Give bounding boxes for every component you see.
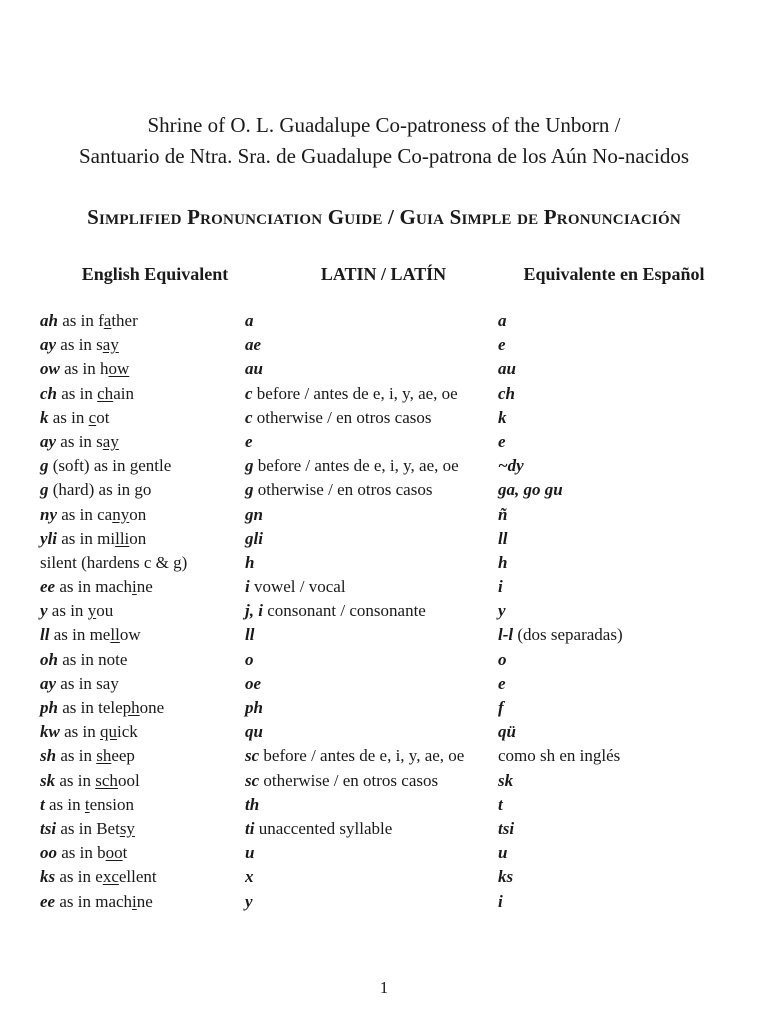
latin-cell <box>245 793 522 817</box>
english-text-segment: sh <box>40 746 57 766</box>
english-text-segment: as in note <box>57 649 128 669</box>
english-cell <box>40 575 270 599</box>
english-text-segment: oo <box>105 843 123 863</box>
english-text-segment: as in s <box>56 335 103 355</box>
english-text-segment: i <box>132 891 137 911</box>
english-cell <box>40 720 270 744</box>
spanish-text-segment: ~dy <box>498 456 524 476</box>
latin-cell <box>245 648 522 672</box>
spanish-text-segment: a <box>498 311 507 330</box>
latin-cell <box>245 309 522 333</box>
english-text-segment: sk <box>40 770 56 790</box>
english-text-segment: xc <box>102 867 119 887</box>
spanish-cell <box>498 623 730 647</box>
latin-cell <box>245 623 522 647</box>
english-column <box>40 309 270 914</box>
latin-text-segment: e <box>245 431 253 451</box>
spanish-text-segment: au <box>498 359 516 379</box>
spanish-text-segment: l-l <box>498 625 514 645</box>
spanish-cell <box>498 406 730 430</box>
spanish-cell <box>498 890 730 914</box>
english-text-segment: as in b <box>57 843 106 863</box>
english-text-segment: (hard) as in go <box>48 480 152 500</box>
spanish-text-segment: u <box>498 843 508 863</box>
latin-text-segment: o <box>245 649 254 669</box>
english-cell <box>40 623 270 647</box>
english-text-segment: y <box>87 601 97 621</box>
spanish-cell <box>498 672 730 696</box>
english-cell <box>40 503 270 527</box>
english-text-segment: g <box>40 456 49 476</box>
english-text-segment: ll <box>110 625 120 645</box>
english-text-segment: as in <box>55 770 96 790</box>
english-text-segment: on <box>129 504 147 524</box>
english-text-segment: a <box>103 311 112 330</box>
latin-text-segment: oe <box>245 673 262 693</box>
spanish-cell <box>498 793 730 817</box>
spanish-cell <box>498 648 730 672</box>
english-text-segment: as in <box>57 383 98 403</box>
english-text-segment: ellent <box>118 867 157 887</box>
english-cell <box>40 430 270 454</box>
english-text-segment: sch <box>95 770 118 790</box>
latin-text-segment: vowel / vocal <box>249 577 346 597</box>
english-text-segment: kw <box>40 722 60 742</box>
latin-text-segment: otherwise / en otros casos <box>259 770 439 790</box>
english-text-segment: sh <box>96 746 112 766</box>
spanish-text-segment: h <box>498 552 508 572</box>
spanish-cell <box>498 599 730 623</box>
latin-cell <box>245 841 522 865</box>
english-cell <box>40 357 270 381</box>
latin-text-segment: ph <box>245 698 263 717</box>
english-text-segment: t <box>40 794 45 814</box>
english-text-segment: ou <box>96 601 114 621</box>
english-text-segment: yli <box>40 528 57 548</box>
latin-text-segment: sc <box>245 770 260 790</box>
latin-text-segment: unaccented syllable <box>254 818 393 838</box>
spanish-text-segment: f <box>498 698 504 717</box>
english-text-segment: y <box>40 601 48 621</box>
english-text-segment: as in me <box>49 625 111 645</box>
document-header <box>0 110 768 172</box>
spanish-text-segment: e <box>498 431 506 451</box>
english-text-segment: ther <box>111 311 138 330</box>
latin-cell <box>245 575 522 599</box>
latin-text-segment: ti <box>245 818 255 838</box>
spanish-text-segment: (dos separadas) <box>513 625 623 645</box>
spanish-cell <box>498 382 730 406</box>
spanish-text-segment: ll <box>498 528 508 548</box>
spanish-cell <box>498 817 730 841</box>
english-text-segment: as in e <box>55 867 103 887</box>
spanish-cell <box>498 769 730 793</box>
english-text-segment: as in mach <box>55 577 133 597</box>
latin-text-segment: i <box>245 577 250 597</box>
spanish-cell <box>498 309 730 333</box>
spanish-text-segment: ñ <box>498 504 508 524</box>
spanish-cell <box>498 744 730 768</box>
spanish-text-segment: ga, go gu <box>498 480 563 500</box>
english-text-segment: ll <box>40 625 50 645</box>
english-cell <box>40 817 270 841</box>
english-text-segment: ne <box>136 891 153 911</box>
latin-text-segment: x <box>245 867 254 887</box>
spanish-cell <box>498 527 730 551</box>
latin-text-segment: consonant / consonante <box>262 601 426 621</box>
latin-cell <box>245 406 522 430</box>
latin-cell <box>245 720 522 744</box>
english-text-segment: ain <box>113 383 134 403</box>
latin-cell <box>245 357 522 381</box>
english-text-segment: tsi <box>40 818 57 838</box>
latin-cell <box>245 890 522 914</box>
english-text-segment: ay <box>102 431 119 451</box>
english-text-segment: ch <box>97 383 114 403</box>
spanish-text-segment: como sh en inglés <box>498 746 621 766</box>
english-cell <box>40 672 270 696</box>
spanish-cell <box>498 696 730 720</box>
spanish-cell <box>498 575 730 599</box>
spanish-text-segment: t <box>498 794 503 814</box>
spanish-text-segment: ch <box>498 383 515 403</box>
header-line-spanish: Santuario de Ntra. Sra. de Guadalupe Co-patrona de los Aún No-nacidos <box>78 144 689 168</box>
english-cell <box>40 382 270 406</box>
english-text-segment: k <box>40 407 49 427</box>
spanish-cell <box>498 478 730 502</box>
english-text-segment: on <box>129 528 147 548</box>
latin-text-segment: c <box>245 383 253 403</box>
guide-title: Simplified Pronunciation Guide / Guia Simple de Pronunciación <box>87 205 681 229</box>
english-text-segment: eep <box>111 746 135 766</box>
spanish-text-segment: e <box>498 335 506 355</box>
latin-text-segment: u <box>245 843 255 863</box>
english-text-segment: as in ca <box>57 504 113 524</box>
latin-column <box>245 309 522 914</box>
latin-text-segment: g <box>245 456 254 476</box>
latin-text-segment: otherwise / en otros casos <box>252 407 432 427</box>
spanish-text-segment: i <box>498 577 503 597</box>
spanish-text-segment: sk <box>498 770 514 790</box>
english-text-segment: g <box>40 480 49 500</box>
english-cell <box>40 406 270 430</box>
latin-cell <box>245 430 522 454</box>
latin-text-segment: before / antes de e, i, y, ae, oe <box>253 456 459 476</box>
page-number: 1 <box>379 978 389 997</box>
latin-text-segment: ae <box>245 335 262 355</box>
english-text-segment: oo <box>40 843 57 863</box>
english-cell <box>40 841 270 865</box>
english-cell <box>40 599 270 623</box>
spanish-column <box>498 309 730 914</box>
column-header-latin: LATIN / LATÍN <box>320 264 447 284</box>
latin-text-segment: before / antes de e, i, y, ae, oe <box>259 746 465 766</box>
english-text-segment: ch <box>40 383 57 403</box>
english-text-segment: ay <box>40 335 57 355</box>
english-cell <box>40 309 270 333</box>
english-cell <box>40 793 270 817</box>
latin-text-segment: gli <box>245 528 263 548</box>
latin-cell <box>245 672 522 696</box>
spanish-cell <box>498 430 730 454</box>
english-text-segment: ow <box>40 359 60 379</box>
spanish-cell <box>498 333 730 357</box>
latin-cell <box>245 865 522 889</box>
english-text-segment: oh <box>40 649 58 669</box>
spanish-text-segment: k <box>498 407 507 427</box>
english-cell <box>40 890 270 914</box>
spanish-text-segment: qü <box>498 722 516 742</box>
latin-text-segment: a <box>245 311 254 330</box>
english-text-segment: as in tele <box>57 698 123 717</box>
english-text-segment: ool <box>117 770 140 790</box>
latin-cell <box>245 382 522 406</box>
english-cell <box>40 744 270 768</box>
english-text-segment: one <box>139 698 165 717</box>
english-text-segment: qu <box>99 722 117 742</box>
spanish-cell <box>498 454 730 478</box>
english-text-segment: ay <box>102 335 119 355</box>
spanish-cell <box>498 551 730 575</box>
english-text-segment: as in <box>48 407 89 427</box>
spanish-cell <box>498 503 730 527</box>
english-text-segment: as in f <box>57 311 104 330</box>
english-text-segment: ay <box>40 673 57 693</box>
english-text-segment: as in say <box>56 673 119 693</box>
latin-cell <box>245 551 522 575</box>
english-text-segment: as in <box>56 746 97 766</box>
latin-text-segment: sc <box>245 746 260 766</box>
english-text-segment: ow <box>119 625 141 645</box>
column-header-spanish: Equivalente en Español <box>523 264 705 284</box>
spanish-text-segment: tsi <box>498 818 515 838</box>
latin-text-segment: au <box>245 359 263 379</box>
latin-text-segment: y <box>245 891 253 911</box>
english-text-segment: i <box>132 577 137 597</box>
spanish-text-segment: ks <box>498 867 514 887</box>
latin-text-segment: gn <box>245 504 263 524</box>
latin-text-segment: c <box>245 407 253 427</box>
header-line-english: Shrine of O. L. Guadalupe Co-patroness of the Unborn / <box>147 113 621 137</box>
english-text-segment: c <box>88 407 97 427</box>
latin-text-segment: otherwise / en otros casos <box>253 480 433 500</box>
english-cell <box>40 865 270 889</box>
latin-text-segment: h <box>245 552 255 572</box>
latin-cell <box>245 503 522 527</box>
english-cell <box>40 769 270 793</box>
english-text-segment: as in <box>44 794 85 814</box>
english-text-segment: ne <box>136 577 153 597</box>
latin-text-segment: th <box>245 794 260 814</box>
latin-cell <box>245 478 522 502</box>
english-text-segment: ph <box>40 698 58 717</box>
english-text-segment: (soft) as in gentle <box>48 456 172 476</box>
english-text-segment: ph <box>122 698 140 717</box>
english-text-segment: as in <box>47 601 88 621</box>
english-text-segment: t <box>84 794 90 814</box>
latin-cell <box>245 527 522 551</box>
english-cell <box>40 696 270 720</box>
latin-text-segment: j, i <box>245 601 263 621</box>
latin-cell <box>245 454 522 478</box>
english-text-segment: ay <box>40 431 57 451</box>
english-text-segment: ow <box>108 359 130 379</box>
latin-cell <box>245 744 522 768</box>
english-text-segment: ot <box>96 407 110 427</box>
english-cell <box>40 478 270 502</box>
spanish-cell <box>498 865 730 889</box>
latin-cell <box>245 599 522 623</box>
spanish-cell <box>498 357 730 381</box>
english-text-segment: as in Bet <box>56 818 120 838</box>
english-text-segment: as in mi <box>57 528 116 548</box>
latin-cell <box>245 817 522 841</box>
english-text-segment: ny <box>40 504 57 524</box>
spanish-cell <box>498 720 730 744</box>
english-cell <box>40 648 270 672</box>
english-text-segment: ick <box>116 722 138 742</box>
english-text-segment: as in <box>59 722 100 742</box>
spanish-cell <box>498 841 730 865</box>
spanish-text-segment: o <box>498 649 507 669</box>
spanish-text-segment: y <box>498 601 506 621</box>
english-text-segment: ee <box>40 891 56 911</box>
english-text-segment: silent (hardens c & g) <box>40 552 188 572</box>
english-text-segment: ah <box>40 311 58 330</box>
english-cell <box>40 551 270 575</box>
english-text-segment: t <box>122 843 128 863</box>
english-text-segment: ny <box>112 504 130 524</box>
english-text-segment: ension <box>89 794 134 814</box>
english-cell <box>40 527 270 551</box>
english-text-segment: as in h <box>59 359 109 379</box>
latin-text-segment: before / antes de e, i, y, ae, oe <box>252 383 458 403</box>
spanish-text-segment: e <box>498 673 506 693</box>
english-text-segment: ee <box>40 577 56 597</box>
english-text-segment: ks <box>40 867 56 887</box>
english-text-segment: as in mach <box>55 891 133 911</box>
latin-text-segment: g <box>245 480 254 500</box>
english-cell <box>40 333 270 357</box>
english-text-segment: as in s <box>56 431 103 451</box>
column-header-english: English Equivalent <box>81 264 229 284</box>
spanish-text-segment: i <box>498 891 503 911</box>
latin-text-segment: ll <box>245 625 255 645</box>
english-cell <box>40 454 270 478</box>
latin-cell <box>245 696 522 720</box>
latin-cell <box>245 333 522 357</box>
english-text-segment: sy <box>119 818 135 838</box>
english-text-segment: lli <box>115 528 130 548</box>
latin-text-segment: qu <box>245 722 263 742</box>
latin-cell <box>245 769 522 793</box>
